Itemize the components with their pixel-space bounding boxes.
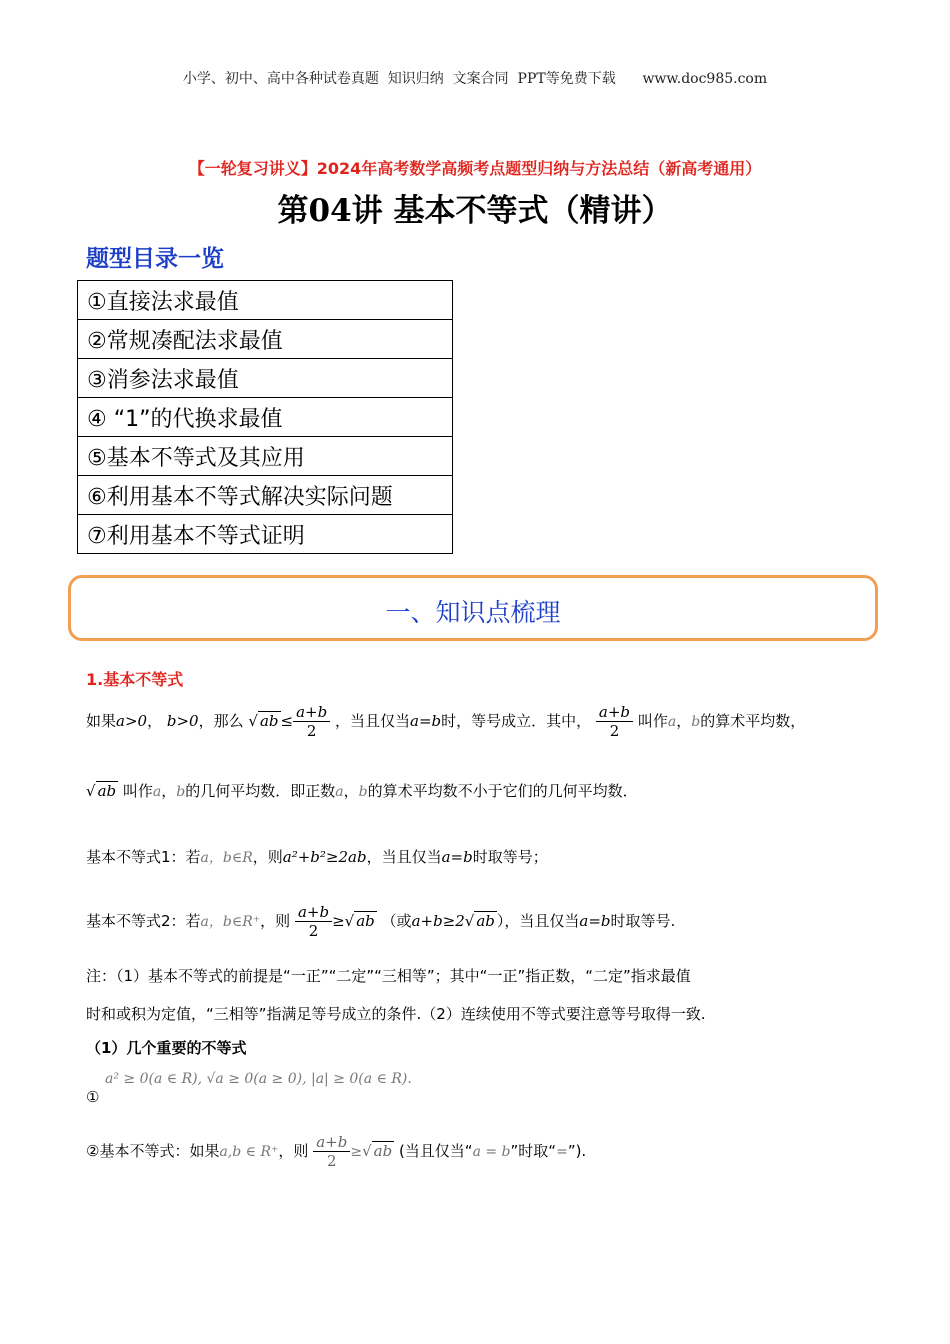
text: ，: [676, 712, 692, 730]
text: (当且仅当“: [398, 1142, 473, 1160]
text: ，: [161, 782, 177, 800]
text: 时，等号成立．其中，: [441, 712, 592, 730]
toc-item: ④ “1”的代换求最值: [78, 398, 453, 437]
text: ，则: [252, 848, 283, 866]
math-a: a: [667, 714, 677, 730]
math-a: a: [152, 784, 162, 800]
text: ，则: [278, 1142, 309, 1160]
site-url[interactable]: www.doc985.com: [642, 71, 768, 87]
math-expression: a² ≥ 0(a ∈ R), √a ≥ 0(a ≥ 0), |a| ≥ 0(a ∈ R).: [105, 1071, 412, 1087]
math-expression: a²+b²≥2ab: [282, 848, 367, 866]
toc-row: [78, 437, 453, 476]
math-a-equals-b: a=b: [579, 912, 611, 930]
toc-row: [78, 398, 453, 437]
fraction-a-plus-b-over-2: [596, 703, 633, 740]
numerator: a+b: [313, 1133, 350, 1152]
text: ，当且仅当: [366, 848, 442, 866]
paragraph-inequality-1: [86, 846, 548, 867]
item-1-expression: [105, 1069, 412, 1087]
toc-table: [77, 280, 453, 554]
numerator: a+b: [596, 703, 633, 722]
math-b: b: [176, 784, 186, 800]
fraction-a-plus-b-over-2: [295, 903, 332, 940]
paragraph-1: [86, 703, 805, 740]
math-a-equals-b: a = b: [472, 1144, 511, 1160]
leq-sign: ≤: [280, 712, 294, 730]
toc-row: [78, 281, 453, 320]
text: 的算术平均数，: [700, 712, 806, 730]
denominator: 2: [308, 922, 319, 940]
series-title: 【一轮复习讲义】2024年高考数学高频考点题型归纳与方法总结（新高考通用）: [188, 159, 762, 178]
sqrt-ab: √ ab: [464, 912, 495, 930]
math-b: b: [691, 714, 701, 730]
text: ，则: [260, 912, 291, 930]
paragraph-2: [86, 780, 638, 801]
denominator: 2: [326, 1152, 337, 1170]
item-1-number: ①: [86, 1088, 100, 1106]
radicand: ab: [97, 782, 117, 800]
subheading-important-inequalities: （1）几个重要的不等式: [86, 1039, 247, 1057]
text: 叫作: [637, 712, 668, 730]
math-b: b: [358, 784, 368, 800]
text: 叫作: [122, 782, 153, 800]
equals-symbol: =: [556, 1144, 568, 1160]
site-header: [0, 68, 950, 88]
text: 基本不等式2：若: [86, 912, 201, 930]
math-a-equals-b: a=b: [410, 712, 442, 730]
toc-item: ⑦利用基本不等式证明: [78, 515, 453, 554]
text: 的算术平均数不小于它们的几何平均数．: [367, 782, 638, 800]
fraction-a-plus-b-over-2: [313, 1133, 350, 1170]
text: ”时取“: [510, 1142, 557, 1160]
text: ②基本不等式：如果: [86, 1142, 220, 1160]
toc-row: [78, 320, 453, 359]
text: 如果: [86, 712, 117, 730]
radicand: ab: [356, 912, 375, 930]
note-line-2: 时和或积为定值，“三相等”指满足等号成立的条件.（2）连续使用不等式要注意等号取得一致.: [86, 1005, 706, 1023]
radicand: ab: [373, 1142, 393, 1160]
math-b-positive: b>0: [166, 712, 199, 730]
fraction-a-plus-b-over-2: [293, 703, 330, 740]
text: ），当且仅当: [496, 912, 580, 930]
denominator: 2: [306, 722, 317, 740]
denominator: 2: [609, 722, 620, 740]
sqrt-ab: √ ab: [344, 912, 375, 930]
toc-row: [78, 359, 453, 398]
numerator: a+b: [293, 703, 330, 722]
subheading-basic-inequality: 1.基本不等式: [86, 670, 184, 689]
math-a: a: [335, 784, 344, 800]
toc-heading: 题型目录一览: [86, 246, 224, 272]
document-title: 第04讲 基本不等式（精讲）: [277, 193, 673, 229]
numerator: a+b: [295, 903, 332, 922]
math-expression: a+b≥2: [411, 912, 465, 930]
text: ”).: [567, 1142, 587, 1160]
site-header-text: 小学、初中、高中各种试卷真题 知识归纳 文案合同 PPT等免费下载: [182, 71, 616, 87]
toc-item: ①直接法求最值: [78, 281, 453, 320]
sqrt-ab: √ ab: [362, 1142, 393, 1160]
math-a-equals-b: a=b: [441, 848, 473, 866]
note-line-1: 注：（1）基本不等式的前提是“一正”“二定”“三相等”；其中“一正”指正数，“二定”指求最值: [86, 967, 691, 985]
math-condition: a，b∈R: [200, 850, 253, 866]
toc-item: ⑥利用基本不等式解决实际问题: [78, 476, 453, 515]
toc-item: ⑤基本不等式及其应用: [78, 437, 453, 476]
text: ，那么: [198, 712, 244, 730]
toc-row: [78, 476, 453, 515]
text: ，当且仅当: [334, 712, 410, 730]
text: 的几何平均数．即正数: [185, 782, 336, 800]
sqrt-ab: √ ab: [86, 782, 117, 800]
radicand: ab: [259, 712, 279, 730]
text: 基本不等式1：若: [86, 848, 201, 866]
geq-sign: ≥: [350, 1144, 363, 1160]
paragraph-inequality-2: [86, 903, 675, 940]
section-title: 一、知识点梳理: [385, 598, 561, 627]
radicand: ab: [476, 912, 495, 930]
text: （或: [381, 912, 412, 930]
toc-item: ②常规凑配法求最值: [78, 320, 453, 359]
geq-sign: ≥: [332, 912, 345, 930]
math-condition: a,b ∈ R⁺: [219, 1144, 279, 1160]
text: ，: [147, 712, 163, 730]
text: 时取等号；: [472, 848, 548, 866]
text: ，: [343, 782, 359, 800]
toc-row: [78, 515, 453, 554]
text: 时取等号.: [610, 912, 676, 930]
item-2: [86, 1133, 586, 1170]
sqrt-ab: √ ab: [248, 712, 279, 730]
math-a-positive: a>0: [116, 712, 148, 730]
toc-item: ③消参法求最值: [78, 359, 453, 398]
math-condition: a，b∈R⁺: [200, 914, 261, 930]
